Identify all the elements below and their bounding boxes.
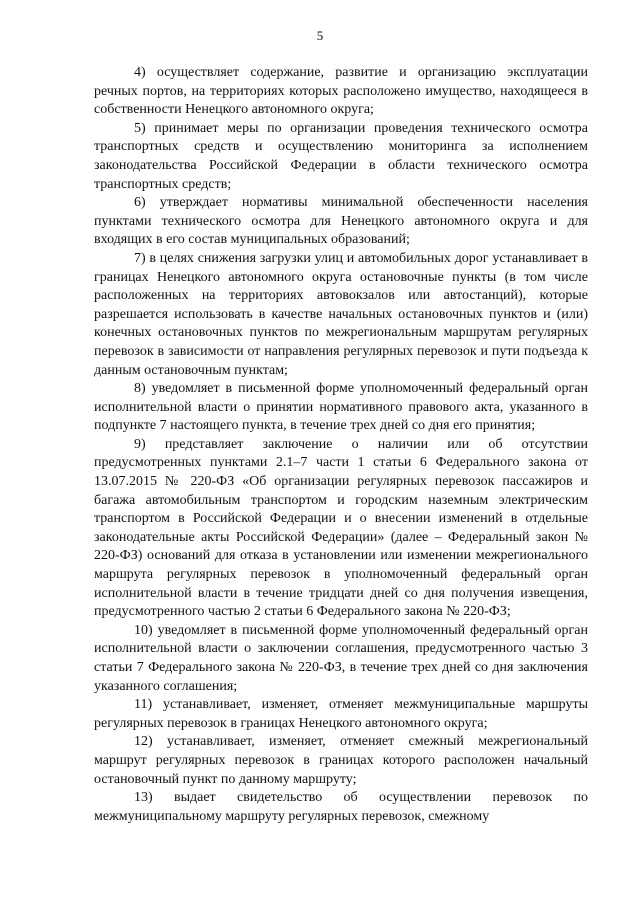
- paragraph-item-7: 7) в целях снижения загрузки улиц и автомобильных дорог устанавливает в границах Ненецкого автономного округа остановочные пункты (в том числе расположенных на территориях автовокзалов или автостанций), которые разрешается использовать в качестве начальных остановочных пунктов и (или) конечных остановочных пунктов по межрегиональным маршрутам регулярных перевозок в зависимости от направления регулярных перевозок и пути подъезда к данным остановочным пунктам;: [94, 250, 588, 378]
- paragraph-item-10: 10) уведомляет в письменной форме уполномоченный федеральный орган исполнительной власти о заключении соглашения, предусмотренного частью 3 статьи 7 Федерального закона № 220-ФЗ, в течение трех дней со дня заключения указанного соглашения;: [94, 622, 588, 694]
- paragraph-item-5: 5) принимает меры по организации проведения технического осмотра транспортных средств и осуществлению мониторинга за исполнением законодательства Российской Федерации в области технического осмотра транспортных средств;: [94, 120, 588, 192]
- paragraph-item-8: 8) уведомляет в письменной форме уполномоченный федеральный орган исполнительной власти о принятии нормативного правового акта, указанного в подпункте 7 настоящего пункта, в течение трех дней со дня его принятия;: [94, 381, 588, 434]
- paragraph-item-12: 12) устанавливает, изменяет, отменяет смежный межрегиональный маршрут регулярных перевозок в границах которого расположен начальный остановочный пункт по данному маршруту;: [94, 734, 588, 787]
- page-number: 5: [316, 28, 324, 43]
- document-body: [94, 64, 588, 826]
- paragraph-item-11: 11) устанавливает, изменяет, отменяет межмуниципальные маршруты регулярных перевозок в границах Ненецкого автономного округа;: [94, 697, 588, 731]
- paragraph-item-6: 6) утверждает нормативы минимальной обеспеченности населения пунктами технического осмотра для Ненецкого автономного округа и для входящих в его состав муниципальных образований;: [94, 195, 588, 248]
- paragraph-item-4: 4) осуществляет содержание, развитие и организацию эксплуатации речных портов, на территориях которых расположено имущество, находящееся в собственности Ненецкого автономного округа;: [94, 65, 588, 118]
- paragraph-item-9: 9) представляет заключение о наличии или об отсутствии предусмотренных пунктами 2.1–7 части 1 статьи 6 Федерального закона от 13.07.2015 № 220-ФЗ «Об организации регулярных перевозок пассажиров и багажа автомобильным транспортом и городским наземным электрическим транспортом в Российской Федерации и о внесении изменений в отдельные законодательные акты Российской Федерации» (далее – Федеральный закон № 220-ФЗ) оснований для отказа в установлении или изменении межрегионального маршрута регулярных перевозок в уполномоченный федеральный орган исполнительной власти в течение тридцати дней со дня получения извещения, предусмотренного частью 2 статьи 6 Федерального закона № 220-ФЗ;: [94, 436, 588, 620]
- paragraph-item-13: 13) выдает свидетельство об осуществлении перевозок по межмуниципальному маршруту регулярных перевозок, смежному: [94, 790, 588, 824]
